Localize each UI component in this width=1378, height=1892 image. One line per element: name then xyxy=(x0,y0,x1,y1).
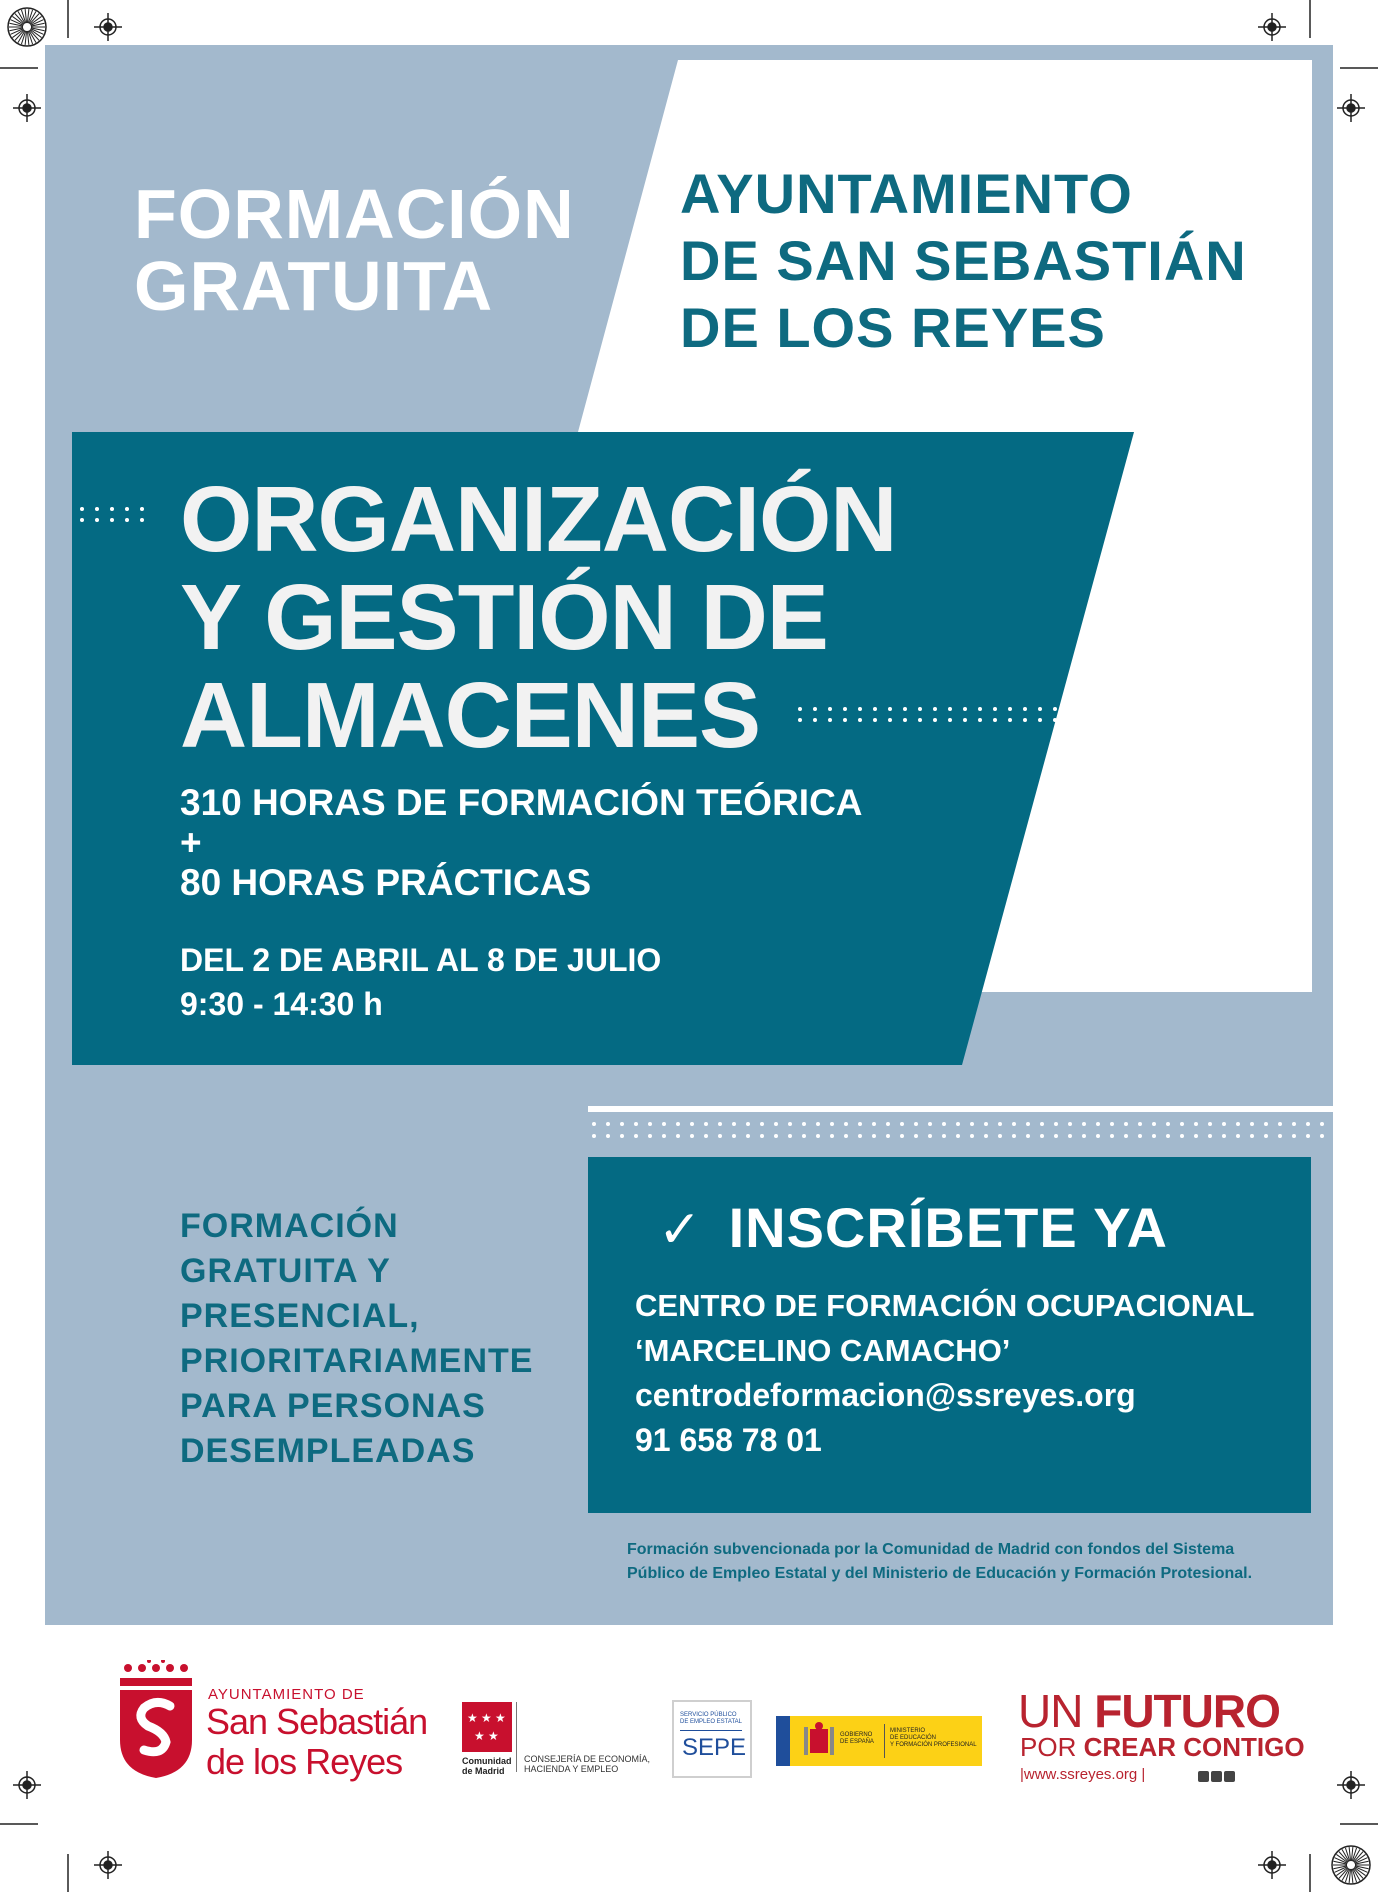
ministerio-line: MINISTERIO xyxy=(890,1728,926,1734)
logo-comunidad-madrid xyxy=(462,1702,662,1782)
madrid-department xyxy=(524,1754,650,1774)
ministerio-line: DE EDUCACIÓN xyxy=(890,1735,937,1741)
slogan-futuro: FUTURO xyxy=(1094,1685,1280,1737)
funding-note xyxy=(627,1538,1252,1586)
divider-line xyxy=(588,1106,1333,1112)
gobierno-line: GOBIERNO xyxy=(840,1732,873,1738)
slogan-por: POR xyxy=(1020,1732,1077,1762)
hero-right-line: AYUNTAMIENTO xyxy=(680,162,1133,225)
instagram-icon xyxy=(1224,1771,1235,1782)
signup-heading xyxy=(658,1196,1168,1262)
course-title-line: ORGANIZACIÓN xyxy=(180,467,897,571)
contact-phone[interactable]: 91 658 78 01 xyxy=(635,1422,822,1458)
info-line: DESEMPLEADAS xyxy=(180,1432,476,1470)
svg-text:★: ★ xyxy=(495,1711,506,1725)
check-icon: ✓ xyxy=(658,1200,703,1260)
contact-email[interactable]: centrodeformacion@ssreyes.org xyxy=(635,1377,1136,1413)
ayuntamiento-name xyxy=(206,1702,427,1782)
hero-left-heading xyxy=(134,175,575,325)
facebook-icon xyxy=(1198,1771,1209,1782)
madrid-name-line: Comunidad xyxy=(462,1756,512,1766)
logo-slogan xyxy=(1018,1685,1305,1788)
info-line: PARA PERSONAS xyxy=(180,1387,486,1425)
sepe-name: SEPE xyxy=(682,1734,747,1761)
hours-line: 310 HORAS DE FORMACIÓN TEÓRICA xyxy=(180,782,863,823)
contact-info xyxy=(635,1283,1254,1463)
madrid-dept-line: CONSEJERÍA DE ECONOMÍA, xyxy=(524,1754,651,1764)
madrid-stars-icon xyxy=(462,1702,512,1752)
slogan-web xyxy=(1020,1766,1145,1783)
gobierno-line: DE ESPAÑA xyxy=(840,1739,874,1745)
course-time: 9:30 - 14:30 h xyxy=(180,986,383,1022)
svg-text:★: ★ xyxy=(474,1729,485,1743)
gobierno-name xyxy=(840,1732,874,1746)
social-icons xyxy=(1198,1771,1236,1783)
course-title-line: ALMACENES xyxy=(180,663,761,767)
slogan-crear: CREAR CONTIGO xyxy=(1083,1732,1305,1762)
ministerio-name xyxy=(890,1728,977,1749)
svg-text:★: ★ xyxy=(467,1711,478,1725)
info-line: PRESENCIAL, xyxy=(180,1297,420,1335)
center-name-line: CENTRO DE FORMACIÓN OCUPACIONAL xyxy=(635,1288,1255,1323)
course-schedule xyxy=(180,938,661,1026)
info-line: GRATUITA Y xyxy=(180,1252,391,1290)
logo-sepe xyxy=(672,1700,752,1778)
funding-note-line: Público de Empleo Estatal y del Ministerio de Educación y Formación Protesional. xyxy=(627,1565,1253,1582)
ayuntamiento-crest-icon xyxy=(118,1660,194,1780)
hours-line: 80 HORAS PRÁCTICAS xyxy=(180,862,592,903)
course-title xyxy=(180,467,897,767)
madrid-name-line: de Madrid xyxy=(462,1766,505,1776)
center-name-line: ‘MARCELINO CAMACHO’ xyxy=(635,1333,1011,1368)
signup-title: INSCRÍBETE YA xyxy=(728,1196,1168,1259)
hero-right-line: DE SAN SEBASTIÁN xyxy=(680,229,1247,292)
course-dates: DEL 2 DE ABRIL AL 8 DE JULIO xyxy=(180,942,662,978)
sepe-subtitle-line: DE EMPLEO ESTATAL xyxy=(680,1719,743,1725)
info-line: PRIORITARIAMENTE xyxy=(180,1342,534,1380)
logo-gobierno xyxy=(776,1716,982,1766)
ayuntamiento-name-line: San Sebastián xyxy=(206,1701,428,1742)
hours-line: + xyxy=(180,822,202,863)
dotted-line-right xyxy=(592,1122,1324,1138)
madrid-dept-line: HACIENDA Y EMPLEO xyxy=(524,1764,619,1774)
twitter-icon xyxy=(1211,1771,1222,1782)
course-hours xyxy=(180,782,863,904)
ayuntamiento-label: AYUNTAMIENTO DE xyxy=(208,1686,365,1703)
svg-text:★: ★ xyxy=(488,1729,499,1743)
hero-right-line: DE LOS REYES xyxy=(680,296,1106,359)
course-title-line: Y GESTIÓN DE xyxy=(180,565,828,669)
hero-right-heading xyxy=(680,160,1247,361)
slogan-line2 xyxy=(1020,1732,1305,1762)
slogan-line1 xyxy=(1018,1685,1280,1737)
hero-left-line: GRATUITA xyxy=(134,247,494,325)
madrid-name xyxy=(462,1756,512,1776)
sepe-subtitle xyxy=(680,1712,742,1726)
sepe-subtitle-line: SERVICIO PÚBLICO xyxy=(680,1712,737,1718)
hero-left-line: FORMACIÓN xyxy=(134,175,575,253)
ayuntamiento-name-line: de los Reyes xyxy=(206,1741,403,1782)
ministerio-line: Y FORMACIÓN PROFESIONAL xyxy=(890,1742,977,1748)
info-line: FORMACIÓN xyxy=(180,1207,399,1245)
funding-note-line: Formación subvencionada por la Comunidad de Madrid con fondos del Sistema xyxy=(627,1541,1235,1558)
svg-text:★: ★ xyxy=(481,1711,492,1725)
spain-coat-of-arms-icon xyxy=(804,1721,834,1761)
logo-ayuntamiento xyxy=(118,1660,438,1780)
info-text xyxy=(180,1204,533,1474)
slogan-web-text[interactable]: |www.ssreyes.org | xyxy=(1020,1766,1146,1783)
slogan-un: UN xyxy=(1018,1685,1083,1737)
